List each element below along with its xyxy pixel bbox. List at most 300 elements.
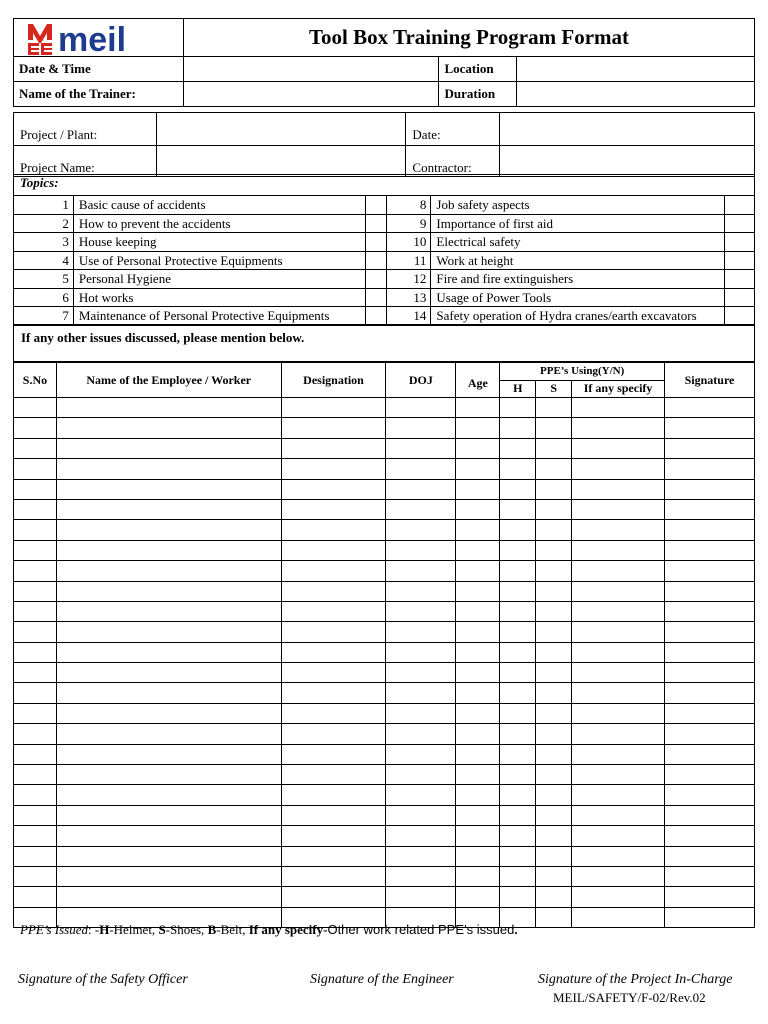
- table-cell[interactable]: [14, 622, 57, 642]
- table-cell[interactable]: [56, 540, 281, 560]
- table-cell[interactable]: [386, 724, 456, 744]
- table-cell[interactable]: [572, 703, 665, 723]
- table-cell[interactable]: [14, 642, 57, 662]
- table-cell[interactable]: [281, 765, 386, 785]
- table-cell[interactable]: [456, 785, 500, 805]
- table-cell[interactable]: [536, 907, 572, 927]
- table-cell[interactable]: [386, 765, 456, 785]
- table-cell[interactable]: [14, 438, 57, 458]
- table-cell[interactable]: [572, 724, 665, 744]
- table-cell[interactable]: [456, 601, 500, 621]
- table-cell[interactable]: [56, 663, 281, 683]
- duration-field[interactable]: [517, 82, 755, 107]
- table-cell[interactable]: [500, 459, 536, 479]
- table-cell[interactable]: [281, 540, 386, 560]
- table-cell[interactable]: [456, 826, 500, 846]
- topic-check[interactable]: [365, 270, 387, 289]
- table-cell[interactable]: [665, 663, 755, 683]
- table-cell[interactable]: [456, 805, 500, 825]
- table-cell[interactable]: [56, 765, 281, 785]
- project-plant-field[interactable]: [156, 113, 406, 146]
- table-cell[interactable]: [281, 520, 386, 540]
- table-cell[interactable]: [14, 703, 57, 723]
- topic-check[interactable]: [725, 270, 755, 289]
- table-cell[interactable]: [56, 642, 281, 662]
- table-cell[interactable]: [665, 418, 755, 438]
- table-cell[interactable]: [386, 459, 456, 479]
- table-cell[interactable]: [500, 581, 536, 601]
- project-table: [13, 112, 755, 177]
- table-cell[interactable]: [665, 520, 755, 540]
- table-cell[interactable]: [456, 540, 500, 560]
- table-cell[interactable]: [665, 622, 755, 642]
- date-field[interactable]: [500, 113, 755, 146]
- table-cell[interactable]: [536, 438, 572, 458]
- table-cell[interactable]: [536, 887, 572, 907]
- table-cell[interactable]: [456, 683, 500, 703]
- table-cell[interactable]: [536, 459, 572, 479]
- table-cell[interactable]: [500, 826, 536, 846]
- table-cell[interactable]: [456, 561, 500, 581]
- table-cell[interactable]: [572, 907, 665, 927]
- table-cell[interactable]: [665, 479, 755, 499]
- topic-text: Safety operation of Hydra cranes/earth excavators: [431, 307, 725, 326]
- table-cell[interactable]: [456, 520, 500, 540]
- table-cell[interactable]: [536, 785, 572, 805]
- table-cell[interactable]: [14, 398, 57, 418]
- topic-row: [14, 270, 755, 289]
- table-cell[interactable]: [56, 561, 281, 581]
- table-cell[interactable]: [665, 826, 755, 846]
- meil-logo-icon: [14, 20, 182, 56]
- table-cell[interactable]: [536, 479, 572, 499]
- topic-number: 13: [387, 288, 431, 307]
- table-cell[interactable]: [536, 765, 572, 785]
- topic-check[interactable]: [725, 288, 755, 307]
- table-cell[interactable]: [536, 601, 572, 621]
- project-name-field[interactable]: [156, 146, 406, 177]
- table-cell[interactable]: [281, 805, 386, 825]
- table-cell[interactable]: [56, 805, 281, 825]
- table-cell[interactable]: [386, 540, 456, 560]
- table-cell[interactable]: [56, 581, 281, 601]
- table-cell[interactable]: [665, 398, 755, 418]
- ppe-specify: If any specify-: [248, 922, 328, 937]
- table-cell[interactable]: [56, 479, 281, 499]
- table-cell[interactable]: [665, 907, 755, 927]
- trainer-field[interactable]: [183, 82, 439, 107]
- table-cell[interactable]: [665, 642, 755, 662]
- table-cell[interactable]: [536, 540, 572, 560]
- table-cell[interactable]: [56, 622, 281, 642]
- table-cell[interactable]: [456, 479, 500, 499]
- table-cell[interactable]: [56, 744, 281, 764]
- ppe-dot: .: [514, 922, 518, 937]
- table-cell[interactable]: [56, 887, 281, 907]
- table-cell[interactable]: [665, 744, 755, 764]
- table-cell[interactable]: [500, 418, 536, 438]
- table-cell[interactable]: [500, 438, 536, 458]
- table-cell[interactable]: [572, 846, 665, 866]
- table-cell[interactable]: [500, 540, 536, 560]
- table-cell[interactable]: [56, 785, 281, 805]
- table-cell[interactable]: [456, 744, 500, 764]
- table-cell[interactable]: [281, 438, 386, 458]
- table-cell[interactable]: [500, 703, 536, 723]
- table-cell[interactable]: [665, 846, 755, 866]
- table-cell[interactable]: [456, 418, 500, 438]
- table-cell[interactable]: [500, 520, 536, 540]
- table-cell[interactable]: [56, 499, 281, 519]
- table-cell[interactable]: [281, 663, 386, 683]
- table-cell[interactable]: [500, 785, 536, 805]
- table-cell[interactable]: [665, 438, 755, 458]
- table-cell[interactable]: [281, 601, 386, 621]
- ppe-s: S: [158, 922, 166, 937]
- table-cell[interactable]: [536, 642, 572, 662]
- table-cell[interactable]: [281, 703, 386, 723]
- table-cell[interactable]: [500, 663, 536, 683]
- page-title: Tool Box Training Program Format: [183, 19, 754, 57]
- table-cell[interactable]: [281, 846, 386, 866]
- table-cell[interactable]: [500, 744, 536, 764]
- table-cell[interactable]: [14, 520, 57, 540]
- table-cell[interactable]: [386, 438, 456, 458]
- table-cell[interactable]: [386, 826, 456, 846]
- table-cell[interactable]: [665, 703, 755, 723]
- table-cell[interactable]: [281, 581, 386, 601]
- table-cell[interactable]: [572, 561, 665, 581]
- table-cell[interactable]: [456, 663, 500, 683]
- table-cell[interactable]: [665, 805, 755, 825]
- table-cell[interactable]: [56, 703, 281, 723]
- table-cell[interactable]: [14, 418, 57, 438]
- table-cell[interactable]: [536, 744, 572, 764]
- table-cell[interactable]: [281, 724, 386, 744]
- topic-check[interactable]: [725, 233, 755, 252]
- topic-check[interactable]: [365, 196, 387, 215]
- table-cell[interactable]: [500, 765, 536, 785]
- topic-number: 1: [14, 196, 74, 215]
- other-issues-label: If any other issues discussed, please mention below.: [21, 330, 305, 345]
- table-cell[interactable]: [572, 418, 665, 438]
- table-cell[interactable]: [281, 826, 386, 846]
- table-cell[interactable]: [456, 703, 500, 723]
- topic-check[interactable]: [365, 233, 387, 252]
- topic-check[interactable]: [365, 288, 387, 307]
- table-cell[interactable]: [572, 499, 665, 519]
- table-row: [14, 826, 755, 846]
- ppe-issued-note: [20, 922, 518, 938]
- table-cell[interactable]: [572, 540, 665, 560]
- table-row: [14, 418, 755, 438]
- table-row: [14, 520, 755, 540]
- table-cell[interactable]: [386, 785, 456, 805]
- table-cell[interactable]: [281, 499, 386, 519]
- topic-text: Job safety aspects: [431, 196, 725, 215]
- table-row: [14, 540, 755, 560]
- topics-table: [13, 195, 755, 326]
- table-cell[interactable]: [536, 826, 572, 846]
- table-cell[interactable]: [14, 663, 57, 683]
- table-cell[interactable]: [14, 724, 57, 744]
- table-row: [14, 846, 755, 866]
- project-plant-label: Project / Plant:: [14, 113, 157, 146]
- topic-check[interactable]: [365, 214, 387, 233]
- table-cell[interactable]: [14, 581, 57, 601]
- table-cell[interactable]: [281, 642, 386, 662]
- table-cell[interactable]: [456, 499, 500, 519]
- date-time-field[interactable]: [183, 57, 439, 82]
- table-cell[interactable]: [386, 622, 456, 642]
- table-cell[interactable]: [14, 826, 57, 846]
- topic-check[interactable]: [365, 307, 387, 326]
- table-cell[interactable]: [14, 785, 57, 805]
- table-cell[interactable]: [14, 744, 57, 764]
- table-cell[interactable]: [456, 846, 500, 866]
- document-reference: MEIL/SAFETY/F-02/Rev.02: [553, 990, 706, 1005]
- table-cell[interactable]: [572, 459, 665, 479]
- table-cell[interactable]: [500, 499, 536, 519]
- table-cell[interactable]: [500, 601, 536, 621]
- table-cell[interactable]: [665, 866, 755, 886]
- table-cell[interactable]: [536, 622, 572, 642]
- table-cell[interactable]: [281, 459, 386, 479]
- table-cell[interactable]: [56, 418, 281, 438]
- topic-text: Importance of first aid: [431, 214, 725, 233]
- table-cell[interactable]: [500, 805, 536, 825]
- table-cell[interactable]: [456, 622, 500, 642]
- table-cell[interactable]: [386, 479, 456, 499]
- table-cell[interactable]: [665, 785, 755, 805]
- table-cell[interactable]: [500, 846, 536, 866]
- table-row: [14, 642, 755, 662]
- table-cell[interactable]: [14, 683, 57, 703]
- topic-check[interactable]: [725, 196, 755, 215]
- table-cell[interactable]: [56, 683, 281, 703]
- topic-check[interactable]: [725, 251, 755, 270]
- table-cell[interactable]: [536, 866, 572, 886]
- table-cell[interactable]: [572, 642, 665, 662]
- table-cell[interactable]: [500, 622, 536, 642]
- table-cell[interactable]: [572, 622, 665, 642]
- table-cell[interactable]: [281, 479, 386, 499]
- topic-row: [14, 214, 755, 233]
- topic-number: 7: [14, 307, 74, 326]
- table-cell[interactable]: [281, 887, 386, 907]
- safety-officer-signature: Signature of the Safety Officer: [18, 972, 188, 987]
- table-cell[interactable]: [386, 805, 456, 825]
- table-cell[interactable]: [456, 581, 500, 601]
- ppe-colon: : -: [88, 922, 100, 937]
- table-cell[interactable]: [386, 499, 456, 519]
- table-cell[interactable]: [14, 805, 57, 825]
- table-cell[interactable]: [281, 683, 386, 703]
- table-cell[interactable]: [572, 887, 665, 907]
- engineer-signature: Signature of the Engineer: [310, 972, 454, 987]
- table-cell[interactable]: [456, 887, 500, 907]
- table-cell[interactable]: [281, 622, 386, 642]
- table-cell[interactable]: [572, 805, 665, 825]
- table-cell[interactable]: [386, 581, 456, 601]
- table-cell[interactable]: [572, 398, 665, 418]
- table-cell[interactable]: [14, 459, 57, 479]
- table-cell[interactable]: [536, 663, 572, 683]
- header-table: [13, 18, 755, 107]
- location-field[interactable]: [517, 57, 755, 82]
- table-row: [14, 663, 755, 683]
- topic-check[interactable]: [725, 214, 755, 233]
- table-cell[interactable]: [665, 561, 755, 581]
- table-cell[interactable]: [572, 520, 665, 540]
- table-cell[interactable]: [665, 459, 755, 479]
- table-cell[interactable]: [386, 887, 456, 907]
- table-cell[interactable]: [56, 459, 281, 479]
- topic-check[interactable]: [365, 251, 387, 270]
- table-cell[interactable]: [572, 438, 665, 458]
- table-cell[interactable]: [572, 581, 665, 601]
- table-cell[interactable]: [281, 561, 386, 581]
- table-cell[interactable]: [500, 683, 536, 703]
- table-cell[interactable]: [14, 499, 57, 519]
- table-cell[interactable]: [281, 744, 386, 764]
- table-cell[interactable]: [456, 438, 500, 458]
- table-row: [14, 703, 755, 723]
- table-cell[interactable]: [56, 866, 281, 886]
- date-label: Date:: [406, 113, 500, 146]
- table-cell[interactable]: [665, 581, 755, 601]
- table-cell[interactable]: [500, 887, 536, 907]
- table-cell[interactable]: [386, 683, 456, 703]
- table-cell[interactable]: [56, 601, 281, 621]
- topic-check[interactable]: [725, 307, 755, 326]
- table-row: [14, 479, 755, 499]
- table-cell[interactable]: [14, 765, 57, 785]
- table-cell[interactable]: [536, 520, 572, 540]
- table-row: [14, 724, 755, 744]
- table-cell[interactable]: [14, 561, 57, 581]
- table-cell[interactable]: [500, 642, 536, 662]
- table-cell[interactable]: [665, 765, 755, 785]
- table-cell[interactable]: [56, 438, 281, 458]
- table-cell[interactable]: [500, 866, 536, 886]
- table-cell[interactable]: [572, 826, 665, 846]
- contractor-field[interactable]: [500, 146, 755, 177]
- table-cell[interactable]: [536, 581, 572, 601]
- table-cell[interactable]: [665, 683, 755, 703]
- table-cell[interactable]: [536, 561, 572, 581]
- table-row: [14, 765, 755, 785]
- topic-text: Personal Hygiene: [73, 270, 365, 289]
- topic-text: Hot works: [73, 288, 365, 307]
- table-cell[interactable]: [572, 866, 665, 886]
- table-cell[interactable]: [456, 724, 500, 744]
- table-cell[interactable]: [536, 499, 572, 519]
- topic-number: 11: [387, 251, 431, 270]
- table-cell[interactable]: [281, 866, 386, 886]
- table-cell[interactable]: [386, 561, 456, 581]
- table-cell[interactable]: [536, 683, 572, 703]
- table-cell[interactable]: [14, 479, 57, 499]
- table-cell[interactable]: [500, 479, 536, 499]
- table-cell[interactable]: [14, 866, 57, 886]
- table-cell[interactable]: [536, 398, 572, 418]
- table-cell[interactable]: [665, 540, 755, 560]
- table-cell[interactable]: [572, 765, 665, 785]
- table-cell[interactable]: [281, 785, 386, 805]
- table-cell[interactable]: [386, 520, 456, 540]
- table-cell[interactable]: [500, 561, 536, 581]
- table-cell[interactable]: [56, 826, 281, 846]
- table-cell[interactable]: [665, 499, 755, 519]
- ppe-s-text: -Shoes,: [165, 922, 208, 937]
- table-cell[interactable]: [386, 744, 456, 764]
- table-cell[interactable]: [56, 846, 281, 866]
- table-cell[interactable]: [14, 887, 57, 907]
- topic-row: [14, 288, 755, 307]
- table-cell[interactable]: [572, 785, 665, 805]
- table-cell[interactable]: [536, 724, 572, 744]
- table-cell[interactable]: [500, 724, 536, 744]
- employee-table: [13, 362, 755, 928]
- table-cell[interactable]: [536, 418, 572, 438]
- table-cell[interactable]: [665, 887, 755, 907]
- table-cell[interactable]: [572, 479, 665, 499]
- table-cell[interactable]: [14, 540, 57, 560]
- table-cell[interactable]: [536, 703, 572, 723]
- table-cell[interactable]: [386, 601, 456, 621]
- table-cell[interactable]: [456, 765, 500, 785]
- table-cell[interactable]: [281, 418, 386, 438]
- table-cell[interactable]: [665, 601, 755, 621]
- table-cell[interactable]: [56, 724, 281, 744]
- table-cell[interactable]: [56, 520, 281, 540]
- table-cell[interactable]: [572, 663, 665, 683]
- table-cell[interactable]: [386, 846, 456, 866]
- col-sno: S.No: [14, 363, 57, 398]
- table-row: [14, 622, 755, 642]
- table-cell[interactable]: [386, 703, 456, 723]
- location-label: Location: [439, 57, 517, 82]
- table-cell[interactable]: [56, 398, 281, 418]
- table-cell[interactable]: [281, 398, 386, 418]
- table-row: [14, 561, 755, 581]
- topic-text: Electrical safety: [431, 233, 725, 252]
- table-cell[interactable]: [456, 398, 500, 418]
- table-cell[interactable]: [14, 846, 57, 866]
- trainer-label: Name of the Trainer:: [14, 82, 184, 107]
- ppe-h: H: [99, 922, 110, 937]
- table-cell[interactable]: [536, 846, 572, 866]
- table-cell[interactable]: [456, 866, 500, 886]
- table-cell[interactable]: [386, 642, 456, 662]
- table-cell[interactable]: [14, 601, 57, 621]
- table-cell[interactable]: [572, 683, 665, 703]
- table-cell[interactable]: [456, 642, 500, 662]
- table-cell[interactable]: [386, 418, 456, 438]
- table-row: [14, 887, 755, 907]
- table-cell[interactable]: [572, 601, 665, 621]
- table-cell[interactable]: [386, 398, 456, 418]
- table-cell[interactable]: [665, 724, 755, 744]
- table-cell[interactable]: [536, 805, 572, 825]
- table-cell[interactable]: [572, 744, 665, 764]
- table-cell[interactable]: [386, 866, 456, 886]
- table-cell[interactable]: [500, 398, 536, 418]
- table-cell[interactable]: [456, 459, 500, 479]
- other-issues-box[interactable]: [13, 324, 755, 362]
- table-cell[interactable]: [386, 663, 456, 683]
